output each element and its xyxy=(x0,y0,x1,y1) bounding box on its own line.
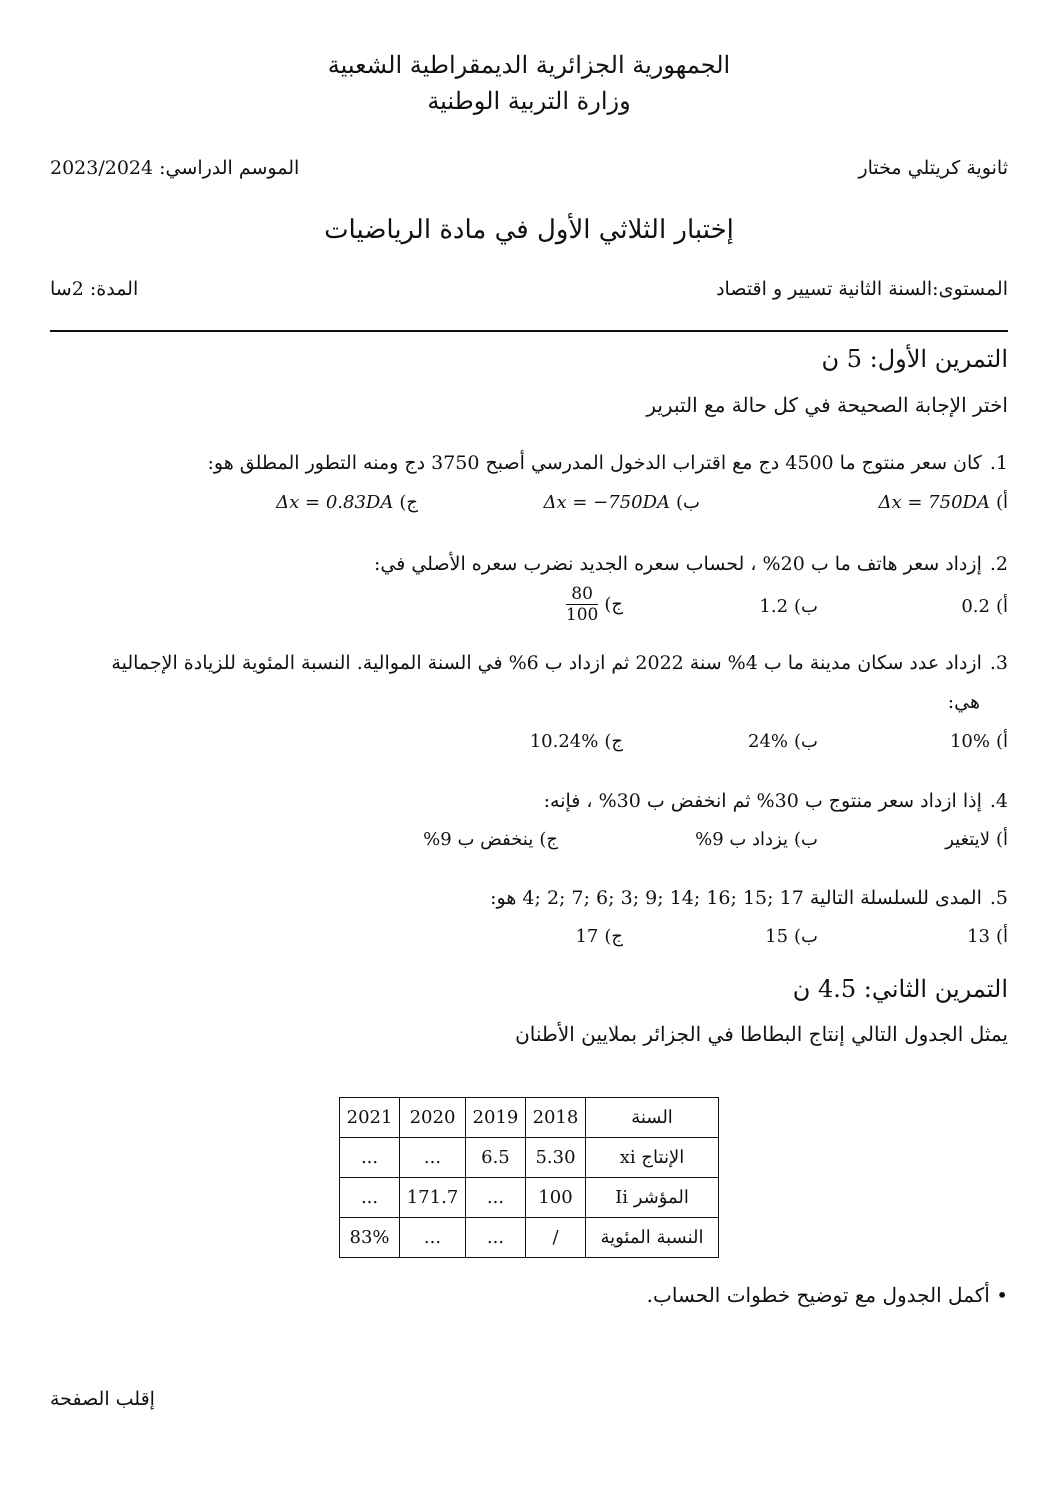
question-3 xyxy=(50,652,1008,674)
question-2-options xyxy=(50,584,1008,636)
table-row xyxy=(340,1178,719,1218)
question-1-options xyxy=(50,492,1008,522)
turn-page-note: إقلب الصفحة xyxy=(50,1388,155,1410)
option-c xyxy=(423,829,558,850)
question-number: 1. xyxy=(989,452,1008,474)
option-b xyxy=(748,731,818,752)
question-number: 5. xyxy=(989,887,1008,909)
option-a xyxy=(879,492,1009,513)
option-a xyxy=(961,596,1008,617)
option-c xyxy=(530,731,623,752)
table-cell: 2020 xyxy=(400,1098,466,1138)
option-value: ينخفض ب 9% xyxy=(423,829,534,850)
fraction-denominator: 100 xyxy=(565,605,599,625)
option-a xyxy=(967,926,1008,947)
republic-heading: الجمهورية الجزائرية الديمقراطية الشعبية xyxy=(327,51,731,79)
table-row xyxy=(340,1218,719,1258)
option-label: ج) xyxy=(539,829,558,850)
option-label: ب) xyxy=(676,492,700,513)
question-text: إزداد سعر هاتف ما ب 20% ، لحساب سعره الجديد نضرب سعره الأصلي في: xyxy=(373,553,982,575)
table-cell: المؤشر Ii xyxy=(586,1178,719,1218)
option-label: أ) xyxy=(995,731,1008,752)
question-text: إذا ازداد سعر منتوج ب 30% ثم انخفض ب 30% ، فإنه: xyxy=(543,790,982,812)
fraction-numerator: 80 xyxy=(566,584,598,605)
exercise1-instruction: اختر الإجابة الصحيحة في كل حالة مع التبرير xyxy=(646,393,1008,417)
production-table xyxy=(339,1097,719,1258)
option-b xyxy=(759,596,818,617)
option-label: ج) xyxy=(604,731,623,752)
school-name: ثانوية كريتلي مختار xyxy=(858,157,1008,179)
option-value: Δx = 0.83DA xyxy=(276,492,394,513)
table-cell: 6.5 xyxy=(465,1138,525,1178)
exercise1-title: التمرين الأول: 5 ن xyxy=(821,345,1008,373)
option-value: 1.2 xyxy=(759,596,789,617)
table-cell: ... xyxy=(340,1138,400,1178)
duration-line xyxy=(50,278,138,300)
school-season xyxy=(50,157,299,179)
option-value: 13 xyxy=(967,926,990,947)
table-cell: السنة xyxy=(586,1098,719,1138)
question-5 xyxy=(50,887,1008,909)
header-divider xyxy=(50,330,1008,332)
option-label: ب) xyxy=(794,926,818,947)
option-label: أ) xyxy=(995,829,1008,850)
option-label: أ) xyxy=(995,926,1008,947)
option-value: Δx = −750DA xyxy=(543,492,671,513)
table-cell: 2018 xyxy=(525,1098,585,1138)
option-label: ب) xyxy=(794,596,818,617)
option-label: ب) xyxy=(794,731,818,752)
question-4 xyxy=(50,790,1008,812)
table-row xyxy=(340,1098,719,1138)
question-text: المدى للسلسلة التالية 17 ;15 ;16 ;14 ;9 ;3 ;6 ;7 ;2 ;4 هو: xyxy=(490,887,982,909)
option-value: 15 xyxy=(765,926,789,947)
table-cell: ... xyxy=(465,1178,525,1218)
option-a xyxy=(945,829,1008,850)
duration-label: المدة: xyxy=(89,278,139,300)
table-cell: 2019 xyxy=(465,1098,525,1138)
option-c xyxy=(575,926,623,947)
question-text: ازداد عدد سكان مدينة ما ب 4% سنة 2022 ثم ازداد ب 6% في السنة الموالية. النسبة المئوية للزيادة الإجمالية xyxy=(111,652,982,674)
table-cell: ... xyxy=(465,1218,525,1258)
table-cell: ... xyxy=(340,1178,400,1218)
level-line: المستوى:السنة الثانية تسيير و اقتصاد xyxy=(716,278,1008,300)
option-label: أ) xyxy=(995,492,1008,513)
exam-title: إختبار الثلاثي الأول في مادة الرياضيات xyxy=(324,215,734,245)
option-b xyxy=(765,926,818,947)
question-number: 2. xyxy=(989,553,1008,575)
option-value: 10.24% xyxy=(529,731,599,752)
question-number: 4. xyxy=(989,790,1008,812)
option-label: ج) xyxy=(399,492,418,513)
question-text: كان سعر منتوج ما 4500 دج مع اقتراب الدخول المدرسي أصبح 3750 دج ومنه التطور المطلق هو: xyxy=(207,452,982,474)
table-cell: النسبة المئوية xyxy=(586,1218,719,1258)
option-c xyxy=(566,584,623,625)
table-cell: الإنتاج xi xyxy=(586,1138,719,1178)
option-b xyxy=(695,829,818,850)
table-cell: 171.7 xyxy=(400,1178,466,1218)
exercise2-title: التمرين الثاني: 4.5 ن xyxy=(792,975,1008,1003)
option-value: 0.2 xyxy=(961,596,990,617)
question-4-options xyxy=(50,829,1008,859)
table-cell: ... xyxy=(400,1138,466,1178)
table-cell: / xyxy=(525,1218,585,1258)
season-label: الموسم الدراسي: xyxy=(159,157,300,179)
option-value: يزداد ب 9% xyxy=(695,829,789,850)
option-b xyxy=(543,492,700,513)
exercise2-task: • أكمل الجدول مع توضيح خطوات الحساب. xyxy=(646,1283,1008,1307)
option-a xyxy=(950,731,1008,752)
table-row xyxy=(340,1138,719,1178)
ministry-heading: وزارة التربية الوطنية xyxy=(427,87,631,115)
option-value: 10% xyxy=(949,731,990,752)
option-label: ج) xyxy=(604,926,623,947)
option-value: Δx = 750DA xyxy=(878,492,990,513)
table-cell: ... xyxy=(400,1218,466,1258)
question-2 xyxy=(50,553,1008,575)
option-value: لايتغير xyxy=(945,829,990,850)
option-label: ج) xyxy=(604,594,623,615)
fraction xyxy=(566,584,598,625)
question-1 xyxy=(50,452,1008,474)
option-c xyxy=(276,492,418,513)
table-cell: 100 xyxy=(525,1178,585,1218)
table-cell: 2021 xyxy=(340,1098,400,1138)
exercise2-intro: يمثل الجدول التالي إنتاج البطاطا في الجزائر بملايين الأطنان xyxy=(515,1022,1008,1046)
table-cell: 83% xyxy=(340,1218,400,1258)
question-3-options xyxy=(50,731,1008,761)
question-5-options xyxy=(50,926,1008,956)
option-value: 24% xyxy=(748,731,789,752)
question-3-continued: هي: xyxy=(947,691,980,713)
option-label: ب) xyxy=(794,829,818,850)
duration-value: 2سا xyxy=(50,278,84,300)
option-label: أ) xyxy=(995,596,1008,617)
question-number: 3. xyxy=(989,652,1008,674)
option-value: 17 xyxy=(575,926,599,947)
table-cell: 5.30 xyxy=(525,1138,585,1178)
season-value: 2023/2024 xyxy=(50,157,154,179)
